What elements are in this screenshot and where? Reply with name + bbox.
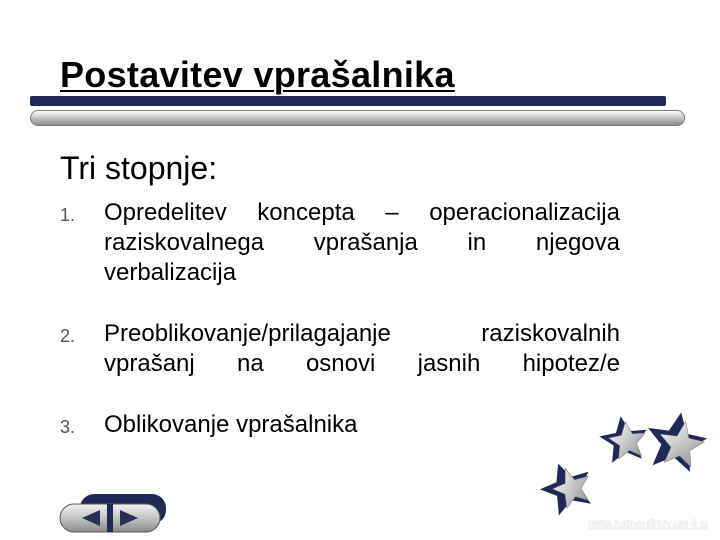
list-text: Oblikovanje vprašalnika (104, 411, 358, 438)
slide-nav (58, 494, 168, 534)
list-number: 3. (60, 417, 76, 437)
slide-lead: Tri stopnje: (60, 150, 218, 186)
list-number: 1. (60, 205, 76, 225)
star-icon (597, 413, 651, 464)
author-email[interactable]: mitja.hafner@fdv.uni-lj.si (588, 518, 708, 530)
list-number: 2. (60, 326, 76, 346)
list-text: Preoblikovanje/prilagajanje raziskovalnih vprašanj na osnovi jasnih hipotez/e (104, 320, 620, 377)
slide-title: Postavitev vprašalnika (60, 54, 455, 95)
star-icon (534, 455, 600, 519)
star-icon (642, 407, 711, 474)
list-text: Opredelitev koncepta – operacionalizacija raziskovalnega vprašanja in njegova verbalizacija (104, 199, 620, 286)
